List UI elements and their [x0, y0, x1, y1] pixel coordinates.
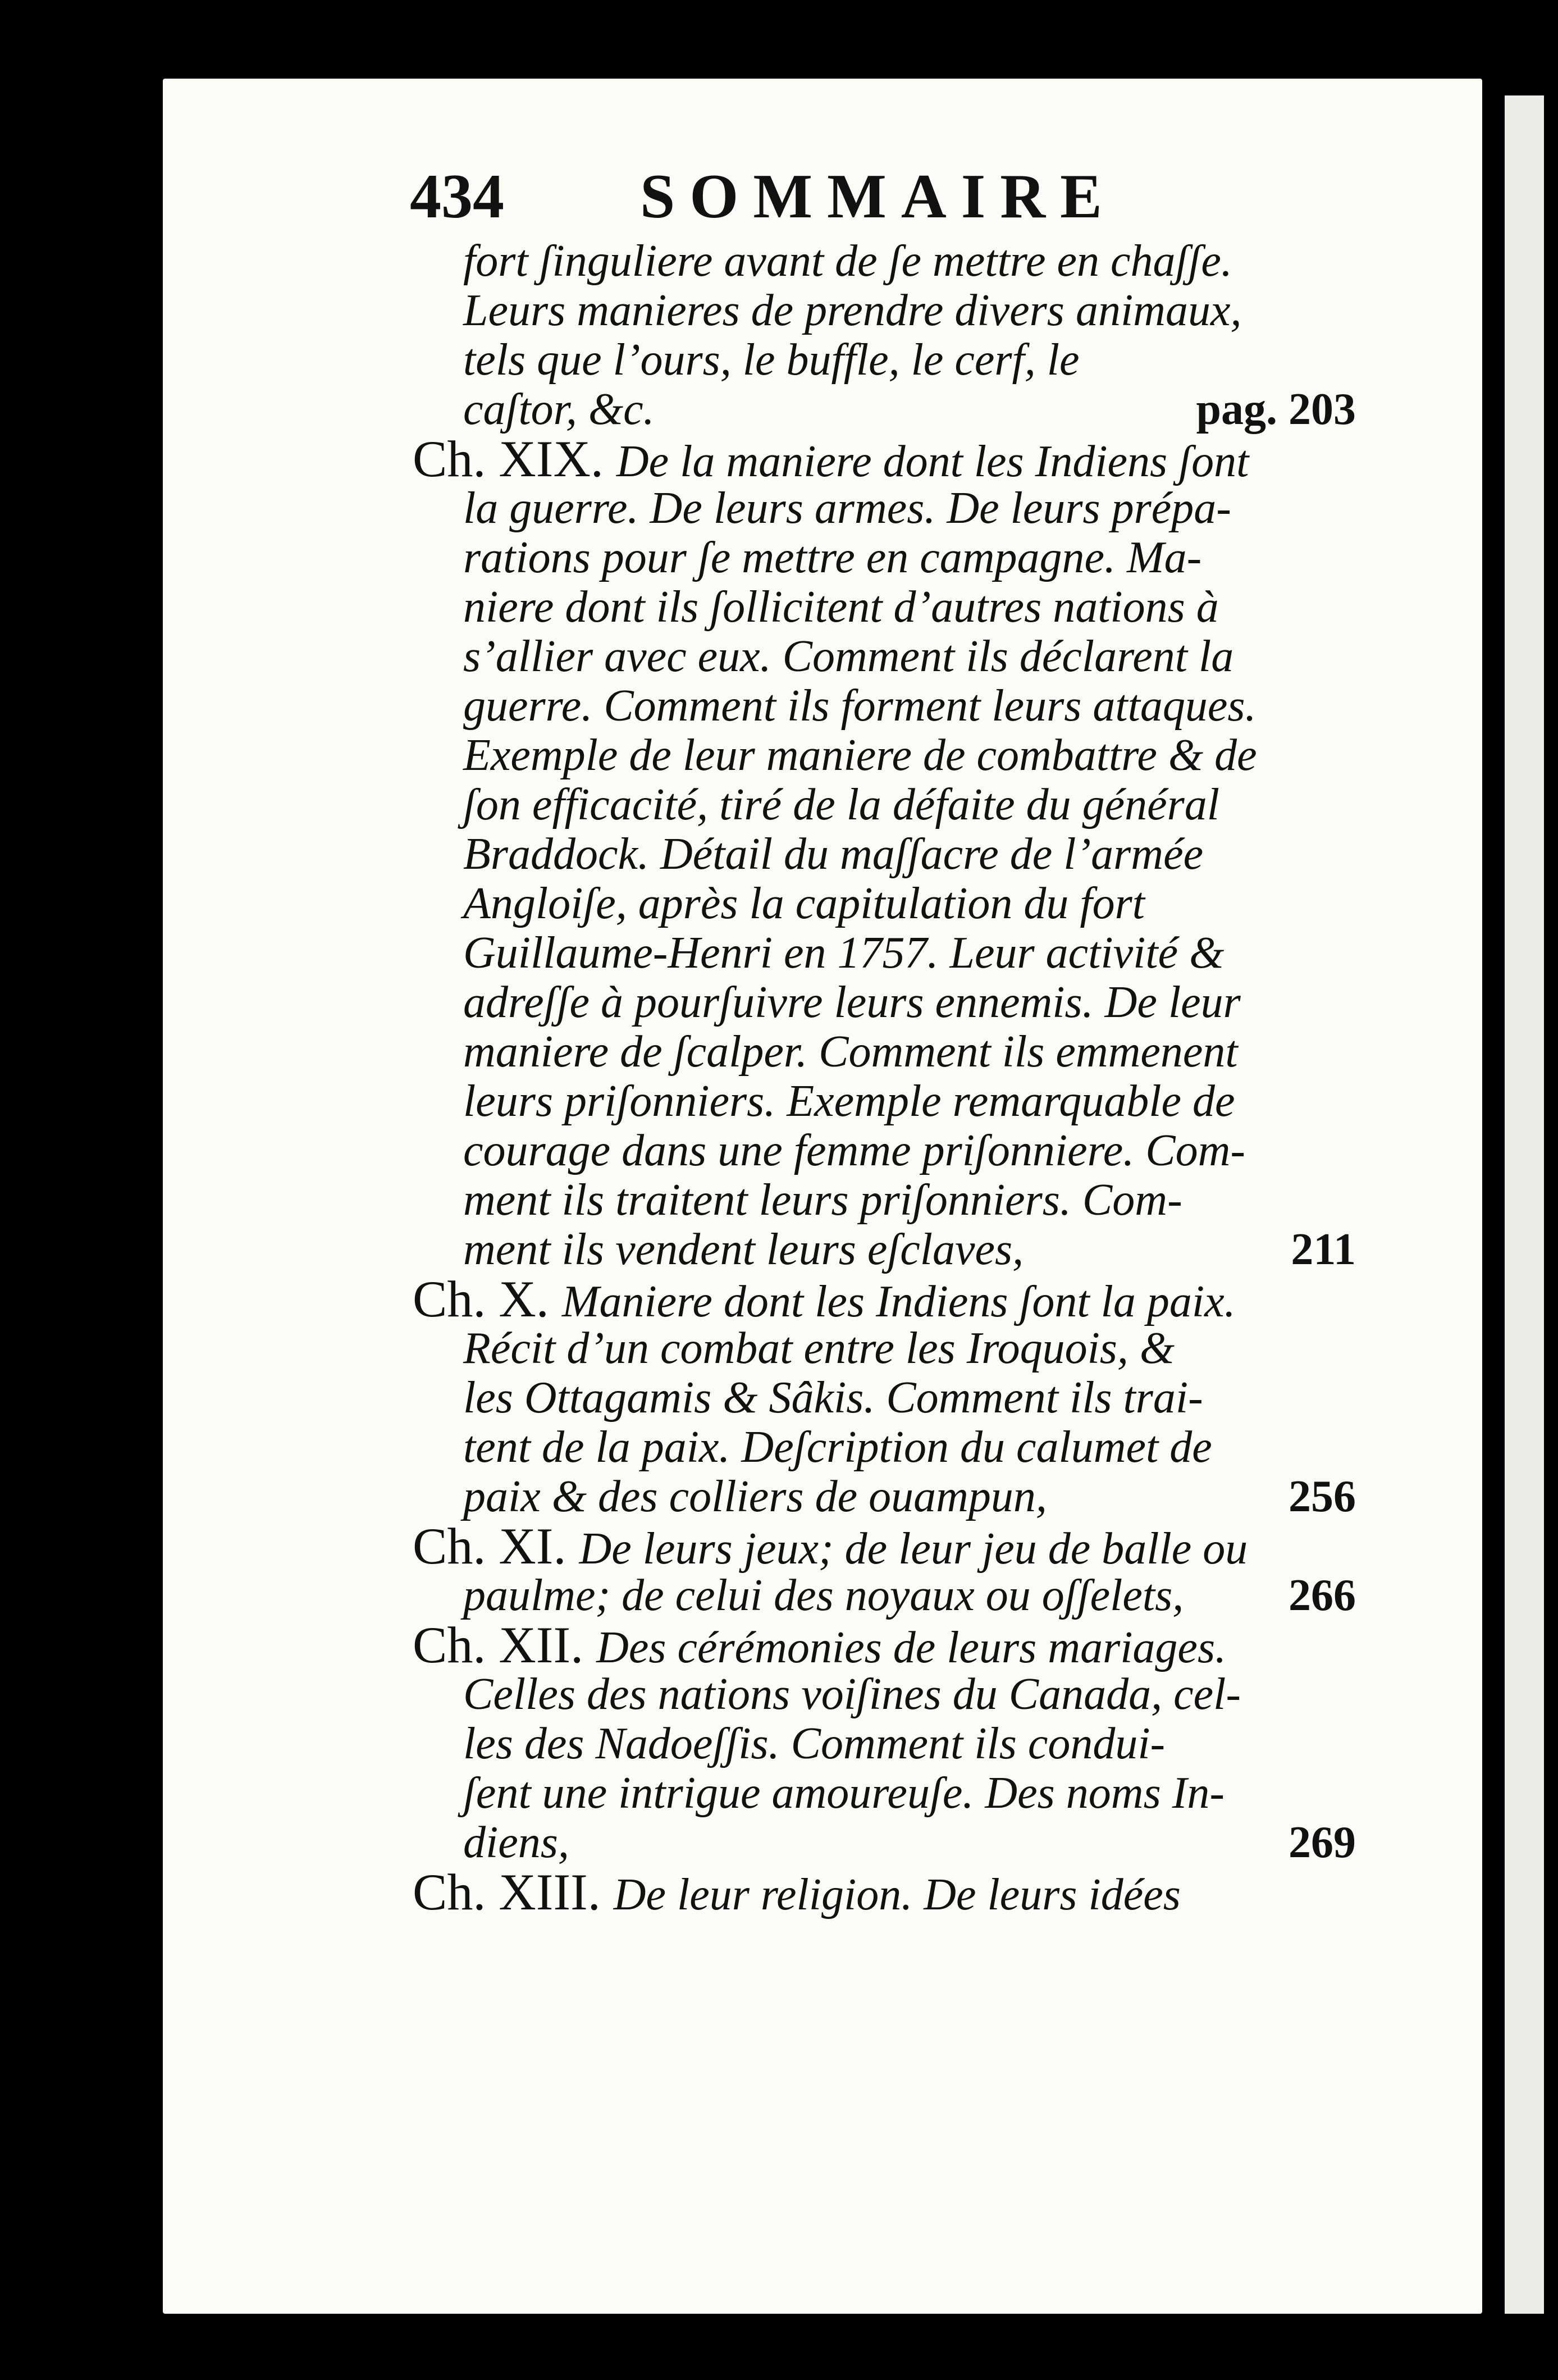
page-reference: 266: [1289, 1571, 1356, 1620]
toc-line: [463, 1718, 1165, 1769]
entry-text: Celles des nations voiʃines du Canada, cel-: [463, 1670, 1241, 1719]
page-number: 434: [410, 162, 504, 231]
running-title: SOMMAIRE: [640, 162, 1117, 231]
toc-line: [463, 1422, 1212, 1472]
toc-line: [463, 335, 1080, 385]
toc-line: [413, 1517, 1248, 1575]
entry-text: s’allier avec eux. Comment ils déclarent la: [463, 632, 1234, 681]
page-reference: 256: [1289, 1472, 1356, 1521]
toc-line: [463, 1027, 1238, 1077]
toc-line: [463, 977, 1241, 1028]
toc-line: [463, 1570, 1184, 1621]
entry-text: guerre. Comment ils forment leurs attaques.: [463, 681, 1257, 731]
page-reference: 211: [1291, 1225, 1356, 1274]
entry-text: diens,: [463, 1818, 569, 1867]
chapter-label: Ch. X.: [413, 1270, 562, 1328]
toc-line: [463, 779, 1219, 830]
entry-text: De leurs jeux; de leur jeu de balle ou: [579, 1524, 1248, 1574]
toc-line: [463, 1768, 1225, 1818]
entry-text: Leurs manieres de prendre divers animaux,: [463, 286, 1242, 335]
entry-text: caʃtor, &c.: [463, 385, 655, 434]
entry-text: De leur religion. De leurs idées: [613, 1870, 1181, 1919]
entry-text: Angloiʃe, après la capitulation du fort: [463, 879, 1145, 928]
toc-line: [463, 1373, 1203, 1423]
toc-line: [463, 285, 1241, 336]
entry-text: fort ʃinguliere avant de ʃe mettre en chaʃʃe.: [463, 236, 1232, 286]
page-reference: 269: [1289, 1818, 1356, 1867]
toc-line: [463, 829, 1203, 879]
toc-line: [463, 878, 1145, 929]
entry-text: Récit d’un combat entre les Iroquois, &: [463, 1324, 1175, 1373]
entry-text: adreʃʃe à pourʃuivre leurs ennemis. De leur: [463, 978, 1241, 1027]
entry-text: niere dont ils ʃollicitent d’autres nations à: [463, 582, 1219, 632]
chapter-label: Ch. XIX.: [413, 430, 616, 487]
entry-text: les Ottagamis & Sâkis. Comment ils trai-: [463, 1373, 1203, 1422]
entry-text: Guillaume-Henri en 1757. Leur activité &: [463, 928, 1225, 978]
entry-text: leurs priʃonniers. Exemple remarquable de: [463, 1077, 1235, 1126]
chapter-label: Ch. XI.: [413, 1517, 579, 1575]
toc-line: [463, 928, 1224, 978]
entry-text: ment ils vendent leurs eʃclaves,: [463, 1225, 1024, 1274]
entry-text: rations pour ʃe mettre en campagne. Ma-: [463, 533, 1202, 582]
entry-text: Exemple de leur maniere de combattre & de: [463, 731, 1257, 780]
toc-line: [463, 631, 1233, 682]
entry-text: Maniere dont les Indiens ʃont la paix.: [561, 1277, 1236, 1326]
entry-text: paix & des colliers de ouampun,: [463, 1472, 1047, 1521]
toc-line: [463, 582, 1219, 632]
entry-text: paulme; de celui des noyaux ou oʃʃelets,: [463, 1571, 1184, 1620]
entry-text: Braddock. Détail du maʃʃacre de l’armée: [463, 829, 1204, 879]
toc-line: [413, 1270, 1236, 1328]
chapter-label: Ch. XII.: [413, 1616, 597, 1674]
toc-line: [413, 1863, 1181, 1921]
toc-line: [463, 1817, 569, 1868]
toc-line: [463, 483, 1231, 534]
toc-line: [413, 1616, 1227, 1674]
toc-line: [463, 1471, 1047, 1522]
toc-line: [463, 1224, 1024, 1275]
entry-text: De la maniere dont les Indiens ʃont: [616, 437, 1249, 486]
page-reference: pag. 203: [1196, 385, 1356, 434]
toc-line: [463, 532, 1201, 583]
entry-text: ment ils traitent leurs priʃonniers. Com-: [463, 1175, 1182, 1225]
entry-text: ʃon efficacité, tiré de la défaite du général: [463, 780, 1219, 829]
toc-line: [463, 1175, 1182, 1225]
toc-line: [463, 1076, 1235, 1127]
toc-line: [463, 730, 1257, 781]
toc-line: [463, 681, 1257, 731]
entry-text: Des cérémonies de leurs mariages.: [596, 1623, 1227, 1672]
entry-text: tent de la paix. Deʃcription du calumet de: [463, 1422, 1212, 1472]
toc-line: [463, 236, 1232, 286]
entry-text: maniere de ʃcalper. Comment ils emmenent: [463, 1027, 1238, 1077]
toc-line: [463, 1125, 1245, 1176]
entry-text: la guerre. De leurs armes. De leurs prépa-: [463, 484, 1231, 533]
toc-line: [463, 1669, 1241, 1720]
entry-text: tels que l’ours, le buffle, le cerf, le: [463, 335, 1080, 385]
entry-text: ʃent une intrigue amoureuʃe. Des noms In-: [463, 1768, 1225, 1818]
toc-line: [413, 430, 1249, 487]
entry-text: les des Nadoeʃʃis. Comment ils condui-: [463, 1719, 1166, 1768]
chapter-label: Ch. XIII.: [413, 1863, 614, 1921]
entry-text: courage dans une femme priʃonniere. Com-: [463, 1126, 1246, 1175]
toc-line: [463, 1323, 1175, 1374]
toc-line: [463, 384, 655, 435]
